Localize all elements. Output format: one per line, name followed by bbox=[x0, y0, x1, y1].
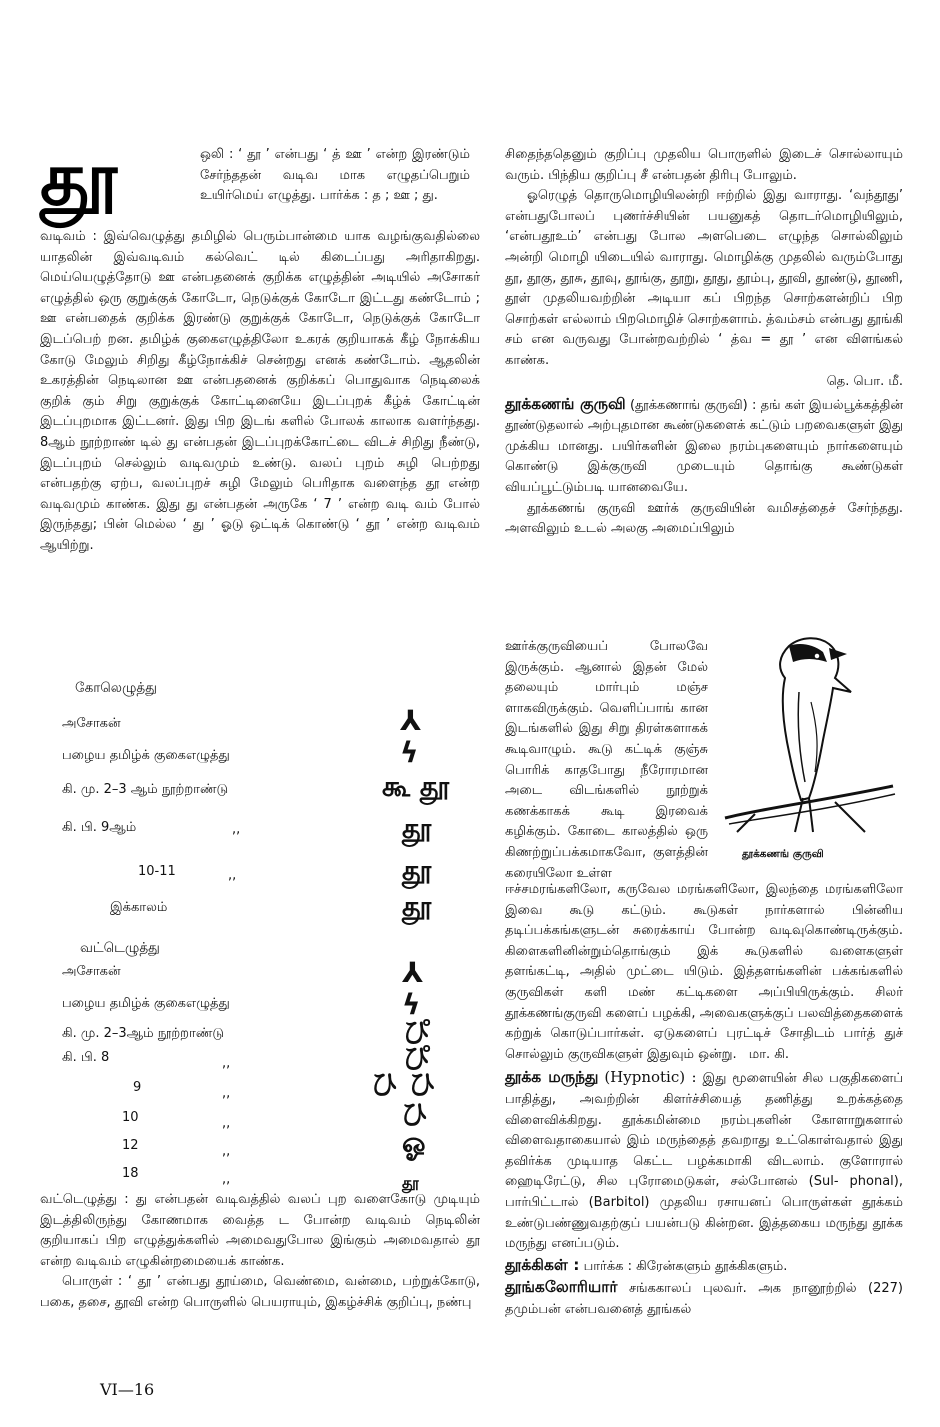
kol-row-label: இக்காலம் bbox=[110, 900, 168, 915]
kol-row-label: அசோகன் bbox=[62, 716, 121, 731]
porul-paragraph: பொருள் : ‘ தூ ’ என்பது தூய்மை, வெண்மை, வன்மை, பற்றுக்கோடு, பகை, தசை, தூவி என்ற பொருளில் பெயராயும், இகழ்ச்சிக் குறிப்பு, நண்பு bbox=[40, 1274, 480, 1310]
page-number: VI—16 bbox=[100, 1380, 155, 1399]
ditto-mark: ,, bbox=[222, 1056, 231, 1071]
entry-thoongaloriyar bbox=[505, 1277, 903, 1320]
ditto-mark: ,, bbox=[228, 868, 237, 883]
kol-row-label: பழைய தமிழ்க் குகைஎழுத்து bbox=[62, 748, 230, 763]
letter-intro: ஒலி : ‘ தூ ’ என்பது ‘ த் ஊ ’ என்ற இரண்டும் சேர்ந்ததன் வடிவ மாக எழுதப்பெறும் உயிர்மெய் எழுத்து. பார்க்க : த ; ஊ ; து. bbox=[200, 147, 470, 204]
kol-row-label: கி. பி. 9ஆம் bbox=[62, 820, 137, 835]
kol-glyph: கூ தூ bbox=[382, 770, 450, 803]
kol-glyph: ϟ bbox=[400, 736, 419, 769]
entry-thookkigal bbox=[505, 1255, 903, 1278]
entry-body: இது மூளையின் சில பகுதிகளைப் பாதித்து, அவற்றின் கிளர்ச்சியைத் தணித்து உறக்கத்தை விளைவிக்கிறது. தூக்கமின்மை நரம்புகளின் கோளாறுகளால் விளைவதாகையால் இம் மருந்தைத் தவறாது உட்கொள்வதால் இது தவிர்க்க முடியாத கெட்ட பழக்கமாகி விடலாம். குளோரால் ஹைடிரேட்டு, சில புரோமைடுகள், சல்போனல் (Sul- phonal), பார்பிட்டால் (Barbitol) முதலிய ரசாயனப் பொருள்கள் தூக்கம் உண்டுபண்ணுவதற்குப் பயன்படு கின்றன. இத்தகைய மருந்து தூக்க மருந்து எனப்படும். bbox=[505, 1071, 903, 1252]
vattezhuthu-paragraph: வட்டெழுத்து : து என்பதன் வடிவத்தில் வலப் புற வளைகோடு முடியும் இடத்திலிருந்து கோணமாக வைத்த ட போன்ற வடிவம் நெடிலின் குறியாகப் பிற எழுத்துக்களில் அமைவதுபோல இங்கும் அமைவதால் தூ என்ற வடிவம் எழுகின்றமையைக் காண்க. bbox=[40, 1192, 480, 1269]
ditto-mark: ,, bbox=[222, 1086, 231, 1101]
weaver-bird-drawing bbox=[715, 622, 903, 847]
entry-alt-name: (Hypnotic) : bbox=[604, 1068, 697, 1087]
entry-body: சங்ககாலப் புலவர். அக நானூற்றில் (227) தமும்பன் என்பவனைத் தூங்கல் bbox=[505, 1281, 903, 1317]
wrap-paragraph: ஊர்க்குருவியைப் போலவே இருக்கும். ஆனால் இதன் மேல் தலையும் மார்பும் மஞ்ச ளாகவிருக்கும். வெளிப்பாங் கான இடங்களில் இது சிறு திரள்களாகக் கூடிவாழும். கூடு கட்டிக் குஞ்சு பொரிக் காதபோது நீரோரமான அடை விடங்களில் நூற்றுக் கணக்காகக் கூடி இரவைக் கழிக்கும். கோடை காலத்தில் ஒரு கிணற்றுப்பக்கமாகவோ, குளத்தின் கரையிலோ உள்ள bbox=[505, 639, 708, 881]
vat-glyph: தூ bbox=[402, 1173, 419, 1192]
author-signature: மா. கி. bbox=[748, 1046, 790, 1062]
vat-glyph: ひ bbox=[400, 1098, 429, 1131]
ditto-mark: ,, bbox=[232, 822, 241, 837]
initial-letter: தூ bbox=[40, 136, 114, 222]
ditto-mark: ,, bbox=[222, 1116, 231, 1131]
text-beside-figure bbox=[505, 637, 708, 884]
entry-heading: தூக்கிகள் : bbox=[505, 1255, 580, 1274]
vattezhuthu-heading: வட்டெழுத்து bbox=[80, 940, 160, 956]
vat-glyph: ⅄ bbox=[402, 956, 424, 989]
ditto-mark: ,, bbox=[222, 1172, 231, 1187]
kol-glyph: தூ bbox=[402, 854, 432, 887]
kol-glyph: தூ bbox=[402, 812, 432, 845]
entry-heading: தூங்கலோரியார் bbox=[505, 1278, 618, 1297]
right-paragraph-2: ஓரெழுத் தொருமொழியிலன்றி ஈற்றில் இது வாராது. ‘வந்தூது’ என்பதுபோலப் புணர்ச்சியின் பயனுகத் தொடர்மொழியிலும், ‘என்பதூஉம்’ என்பது போல அளபெடை எழுந்த சொல்லிலும் அன்றி மொழி யிடையில் வாராது. மொழிக்கு முதலில் வரும்போது தூ, தூகு, தூசு, தூவு, தூங்கு, தூறு, தூது, தூம்பு, தூவி, தூண்டு, தூணி, தூள் முதலியவற்றின் அடியா கப் பிறந்த சொற்களன்றிப் பிற சொற்கள் எல்லாம் பிறமொழிச் சொற்களாம். த்வம்சம் என்பது தூங்கி சம் என வருவது போன்றவற்றில் ‘ த்வ = தூ ’ என விளங்கல் காண்க. bbox=[505, 188, 903, 368]
figure-caption: தூக்கணங் குருவி bbox=[742, 848, 824, 860]
entry-body: பார்க்க : கிரேன்களும் தூக்கிகளும். bbox=[583, 1258, 788, 1274]
entry-text: ஈச்சமரங்களிலோ, கருவேல மரங்களிலோ, இலந்தை மரங்களிலோ இவை கூடு கட்டும். கூடுகள் நார்களால் பின்னிய தடிப்பக்கங்களுடன் சுரைக்காய் போன்ற வடிவுகொண்டிருக்கும். கிளைகளினின்றும்தொங்கும் இக் கூடுகளில் வளைகளுள் தளங்கட்டி, அதில் முட்டை யிடும். இத்தளங்களின் பக்கங்களில் குருவிகள் களி மண் கட்டிகளை அப்பியிருக்கும். சிலர் தூக்கணங்குருவி களைப் பழக்கி, அவைகளுக்குப் பலவித்தைகளைக் கற்றுக் கொடுப்பார்கள். ஏடுகளைப் புரட்டிச் சோதிடம் பார்த் துச் சொல்லும் குருவிகளுள் இதுவும் ஒன்று. bbox=[505, 882, 903, 1062]
entry-alt-name: (தூக்கணாங் குருவி) : bbox=[629, 397, 757, 413]
entry-heading: தூக்கணங் குருவி bbox=[505, 394, 626, 413]
vat-row-label: 9 bbox=[133, 1080, 142, 1095]
vat-glyph: ぴ bbox=[402, 1042, 431, 1075]
kol-row-label: கி. மு. 2–3 ஆம் நூற்றாண்டு bbox=[62, 782, 229, 797]
entry-body: தங் கள் இயல்பூக்கத்தின் தூண்டுதலால் அற்புதமான கூண்டுகளைக் கட்டும் பறவைகளுள் இது முக்கிய மானது. பயிர்களின் இலை நரம்புகளையும் நார்களையும் கொண்டு இக்குருவி முடையும் தொங்கு கூண்டுகள் வியப்பூட்டும்படி யானவையே. bbox=[505, 397, 903, 495]
entry-paragraph: தூக்கணங் குருவி ஊர்க் குருவியின் வமிசத்தைச் சேர்ந்தது. அளவிலும் உடல் அலகு அமைப்பிலும் bbox=[505, 500, 903, 537]
left-lower-text bbox=[40, 1190, 480, 1314]
left-column bbox=[40, 227, 480, 557]
kol-row-label: 10-11 bbox=[138, 864, 176, 879]
right-lower-column bbox=[505, 880, 903, 1320]
vat-glyph: ϟ bbox=[402, 988, 421, 1021]
kol-glyph: தூ bbox=[402, 890, 432, 923]
vat-row-label: 10 bbox=[122, 1110, 139, 1125]
form-paragraph: வடிவம் : இவ்வெழுத்து தமிழில் பெரும்பான்மை யாக வழங்குவதில்லை யாதலின் இவ்வடிவம் கல்வெட் டில் கிடைப்பது அரிதாகிறது. மெய்யெழுத்தோடு ஊ என்பதனைக் குறிக்க எழுத்தின் அடியில் அசோகர் எழுத்தில் ஒரு குறுக்குக் கோடோ, நெடுக்குக் கோடோ இட்டது கண்டோம் ; ஊ என்பதைக் குறிக்க இரண்டு குறுக்குக் கோடோ, நெடுக்குக் கோடோ இடப்பெற் றன. தமிழ்க் குகைஎழுத்திலோ உகரக் குறியாகக் கீழ் நோக்கிய கோடு மேலும் சிறிது கீழ்நோக்கிச் சென்றது எனக் கண்டோம். ஆதலின் உகரத்தின் நெடிலான ஊ என்பதனைக் குறிக்கப் பொதுவாக நெடிலைக் குறிக் கும் சிறு குறுக்குக் கோட்டினையே இடப்புறக் கீழ்க் கோட்டின் இடப்புறமாக இட்டனர். இது பிற இடங் களில் போலக் காலாக வளர்ந்தது. 8ஆம் நூற்றாண் டில் து என்பதன் இடப்புறக்கோட்டை விடச் சிறிது நீண்டு, இடப்புறம் செல்லும் வடிவமும் உண்டு. வலப் புறம் சுழி பெற்றது என்பதற்கு ஏற்ப, வலப்புறச் சுழி மேலும் பெரிதாக வளைந்த தூ என்ற வடிவமும் காண்க. இது து என்பதன் அருகே ‘ 7 ’ என்ற வடி வம் போல் இருந்தது; பின் மெல்ல ‘ து ’ ஓடு ஒட்டிக் கொண்டு ‘ தூ ’ என்ற வடிவம் ஆயிற்று. bbox=[40, 229, 480, 553]
bird-illustration bbox=[715, 622, 903, 880]
entry-thookkanang bbox=[505, 394, 903, 499]
vat-glyph: ひ ひ bbox=[370, 1068, 436, 1101]
vat-row-label: கி. மு. 2–3ஆம் நூற்றாண்டு bbox=[62, 1026, 224, 1041]
kolezhuthu-heading: கோலெழுத்து bbox=[75, 680, 157, 696]
kol-glyph: ⅄ bbox=[400, 704, 422, 737]
entry-hypnotic bbox=[505, 1067, 903, 1254]
author-signature: தெ. பொ. மீ. bbox=[826, 373, 903, 389]
vat-glyph: ぴ bbox=[402, 1016, 431, 1049]
ditto-mark: ,, bbox=[222, 1144, 231, 1159]
vat-glyph: ஓ bbox=[402, 1126, 426, 1159]
entry-continuation bbox=[505, 880, 903, 1065]
vat-row-label: கி. பி. 8 bbox=[62, 1050, 110, 1065]
vat-row-label: பழைய தமிழ்க் குகைஎழுத்து bbox=[62, 996, 230, 1011]
vat-row-label: 12 bbox=[122, 1138, 139, 1153]
vat-row-label: அசோகன் bbox=[62, 964, 121, 979]
vat-row-label: 18 bbox=[122, 1166, 139, 1181]
entry-heading: தூக்க மருந்து bbox=[505, 1068, 599, 1087]
right-paragraph-1: சிதைந்ததெனும் குறிப்பு முதலிய பொருளில் இடைச் சொல்லாயும் வரும். பிந்திய குறிப்பு சீ என்பதன் திரிபு போலும். bbox=[505, 147, 903, 183]
right-column bbox=[505, 145, 903, 540]
